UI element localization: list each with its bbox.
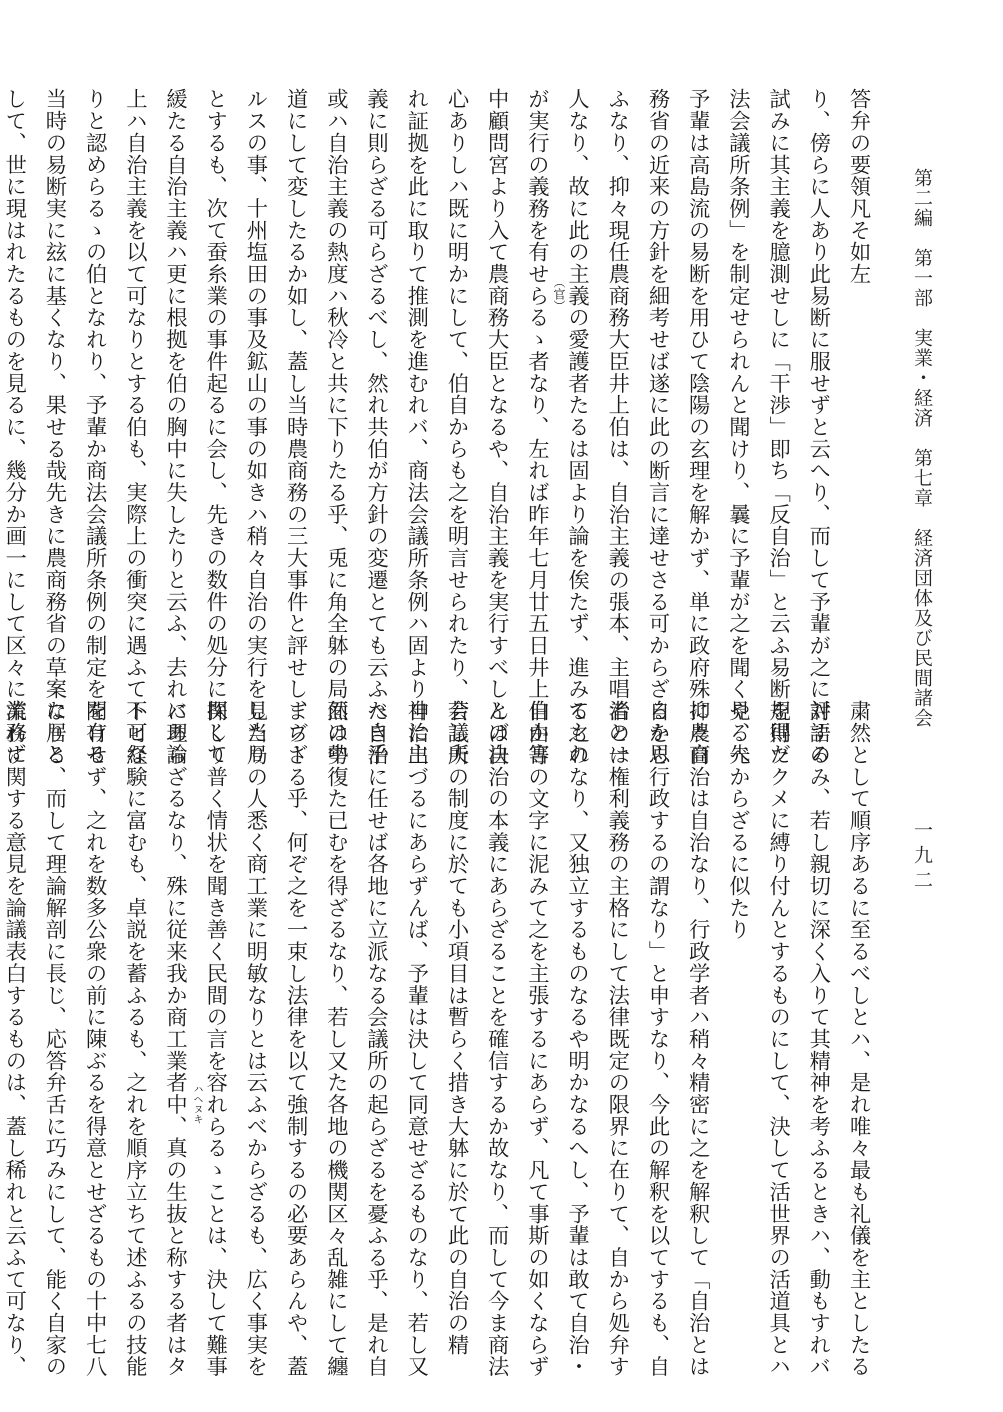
text-column: 上ハ自治主義を以て可なりとする伯も、実際上の衝突に遇ふて不可な [122, 88, 148, 766]
text-column: し当局の人悉く商工業に明敏なりとは云ふべからざるも、広く事実を [242, 700, 268, 1378]
text-column: 法会議所条例」を制定せられんと聞けり、曩に予輩が之を聞くや、先 [725, 88, 751, 766]
text-column: 評語のみ、若し親切に深く入りて其精神を考ふるときハ、動もすれバ [805, 700, 831, 1378]
text-column: 業務に関する意見を論議表白するものは、蓋し稀れと云ふて可なり、 [1, 700, 27, 1378]
page-number: 一九二 [911, 820, 933, 895]
text-column: 神に出づるにあらずんば、予輩は決して同意せざるものなり、若し又 [403, 700, 429, 1378]
text-column: 粛然として順序あるに至るべしとハ、是れ唯々最も礼儀を主としたる [846, 700, 871, 1378]
text-column: んば自治の本義にあらざることを確信するか故なり、而して今ま商法 [484, 700, 510, 1378]
text-column: ふなり、抑々現任農商務大臣井上伯は、自治主義の張本、主唱者の一 [604, 88, 630, 766]
text-column: 抑々自治は自治なり、行政学者ハ稍々精密に之を解釈して「自治とは [685, 700, 711, 1378]
lower-text-block [0, 700, 878, 1378]
text-column: 心ありしハ既に明かにして、伯自からも之を明言せられたり、若し夫 [443, 88, 469, 766]
text-column: 然の勢復た已むを得ざるなり、若し又た各地の機関区々乱雑にして纏 [323, 700, 349, 1378]
text-column: た自治に任せば各地に立派なる会議所の起らざるを憂ふる乎、是れ自 [363, 700, 389, 1378]
text-column: トヒ経験に富むも、卓説を蓄ふるも、之れを順序立ちて述ふるの技能 [122, 700, 148, 1378]
text-column: を有せず、之れを数多公衆の前に陳ぶるを得意とせざるもの十中七八 [82, 700, 108, 1378]
running-header: 第二編 第一部 実業・経済 第七章 経済団体及び民間諸会 [911, 168, 933, 728]
text-column: れ証拠を此に取りて推測を進むれバ、商法会議所条例ハ固より自治主 [403, 88, 429, 766]
text-column: 自由等の文字に泥みて之を主張するにあらず、凡て事斯の如くならず [524, 700, 550, 1378]
text-column: るものなり、又独立するものなるや明かなるへし、予輩は敢て自治・ [564, 700, 590, 1378]
text-column: 中顧問宮より入て農商務大臣となるや、自治主義を実行すべしとの決 [484, 88, 510, 766]
text-column: 答弁の要領凡そ如左 [846, 88, 871, 285]
lower-ruby-annotation: ハヘヌキ [191, 1084, 202, 1124]
text-column: 治とは権利義務の主格にして法律既定の限界に在りて、自から処弁す [604, 700, 630, 1378]
text-column: りと認めらるゝの伯となれり、予輩か商法会議所条例の制定を聞ける [82, 88, 108, 766]
text-column: 或ハ自治主義の熱度ハ秋冷と共に下りたる乎、兎に角全躰の局面は中 [323, 88, 349, 766]
upper-text-block [0, 88, 878, 766]
text-column: 予輩は高島流の易断を用ひて陰陽の玄理を解かず、単に政府殊に農商 [685, 88, 711, 766]
text-column: 見るべからざるに似たり [725, 700, 751, 941]
text-column: 人なり、故に此の主義の愛護者たるは固より論を俟たず、進みて之れ [564, 88, 590, 766]
text-column: り、傍らに人あり此易断に服せずと云へり、而して予輩が之に対する [805, 88, 831, 766]
text-column: 試みに其主義を臆測せしに「干渉」即ち「反自治」と云ふ易断を得た [765, 88, 791, 766]
text-column: にあらざるなり、殊に従来我か商工業者中、真の生抜と称する者はタ [162, 700, 188, 1378]
text-column: 緩たる自治主義ハ更に根拠を伯の胸中に失したりと云ふ、去れバ理論 [162, 88, 188, 766]
text-column: 道にして変したるか如し、蓋し当時農商務の三大事件と評せし、ブー [283, 88, 309, 766]
text-column: ルスの事、十州塩田の事及鉱山の事の如きハ稍々自治の実行を見たり [242, 88, 268, 766]
text-column: 当時の易断実に玆に基くなり、果せる哉先きに農商務省の草案なりと [41, 88, 67, 766]
text-column: して、世に現はれたるものを見るに、幾分か画一にして区々に流れず [1, 88, 27, 766]
upper-ruby-annotation: （官） [552, 276, 566, 312]
text-column: 自から行政するの謂なり」と申すなり、今此の解釈を以てするも、自 [644, 700, 670, 1378]
text-column: まらざる乎、何ぞ之を一束し法律を以て強制するの必要あらんや、蓋 [283, 700, 309, 1378]
text-column: 規則ヅクメに縛り付んとするものにして、決して活世界の活道具とハ [765, 700, 791, 1378]
text-column: 探くり普く情状を聞き善く民間の言を容れらるゝことは、決して難事 [202, 700, 228, 1378]
text-column: 義に則らざる可らざるべし、然れ共伯が方針の変遷とても云ふべき乎 [363, 88, 389, 766]
text-column: 会議所の制度に於ても小項目は暫らく措き大躰に於て此の自治の精 [443, 700, 469, 1356]
text-column: 務省の近来の方針を細考せば遂に此の断言に達せさる可からざるを思 [644, 88, 670, 766]
text-column: が実行の義務を有せらるゝ者なり、左れば昨年七月廿五日井上伯か宮 [524, 88, 550, 766]
text-column: に居る、而して理論解剖に長じ、応答弁舌に巧みにして、能く自家の [41, 700, 67, 1378]
text-column: とするも、次て蚕糸業の事件起るに会し、先きの数件の処分に関して [202, 88, 228, 766]
